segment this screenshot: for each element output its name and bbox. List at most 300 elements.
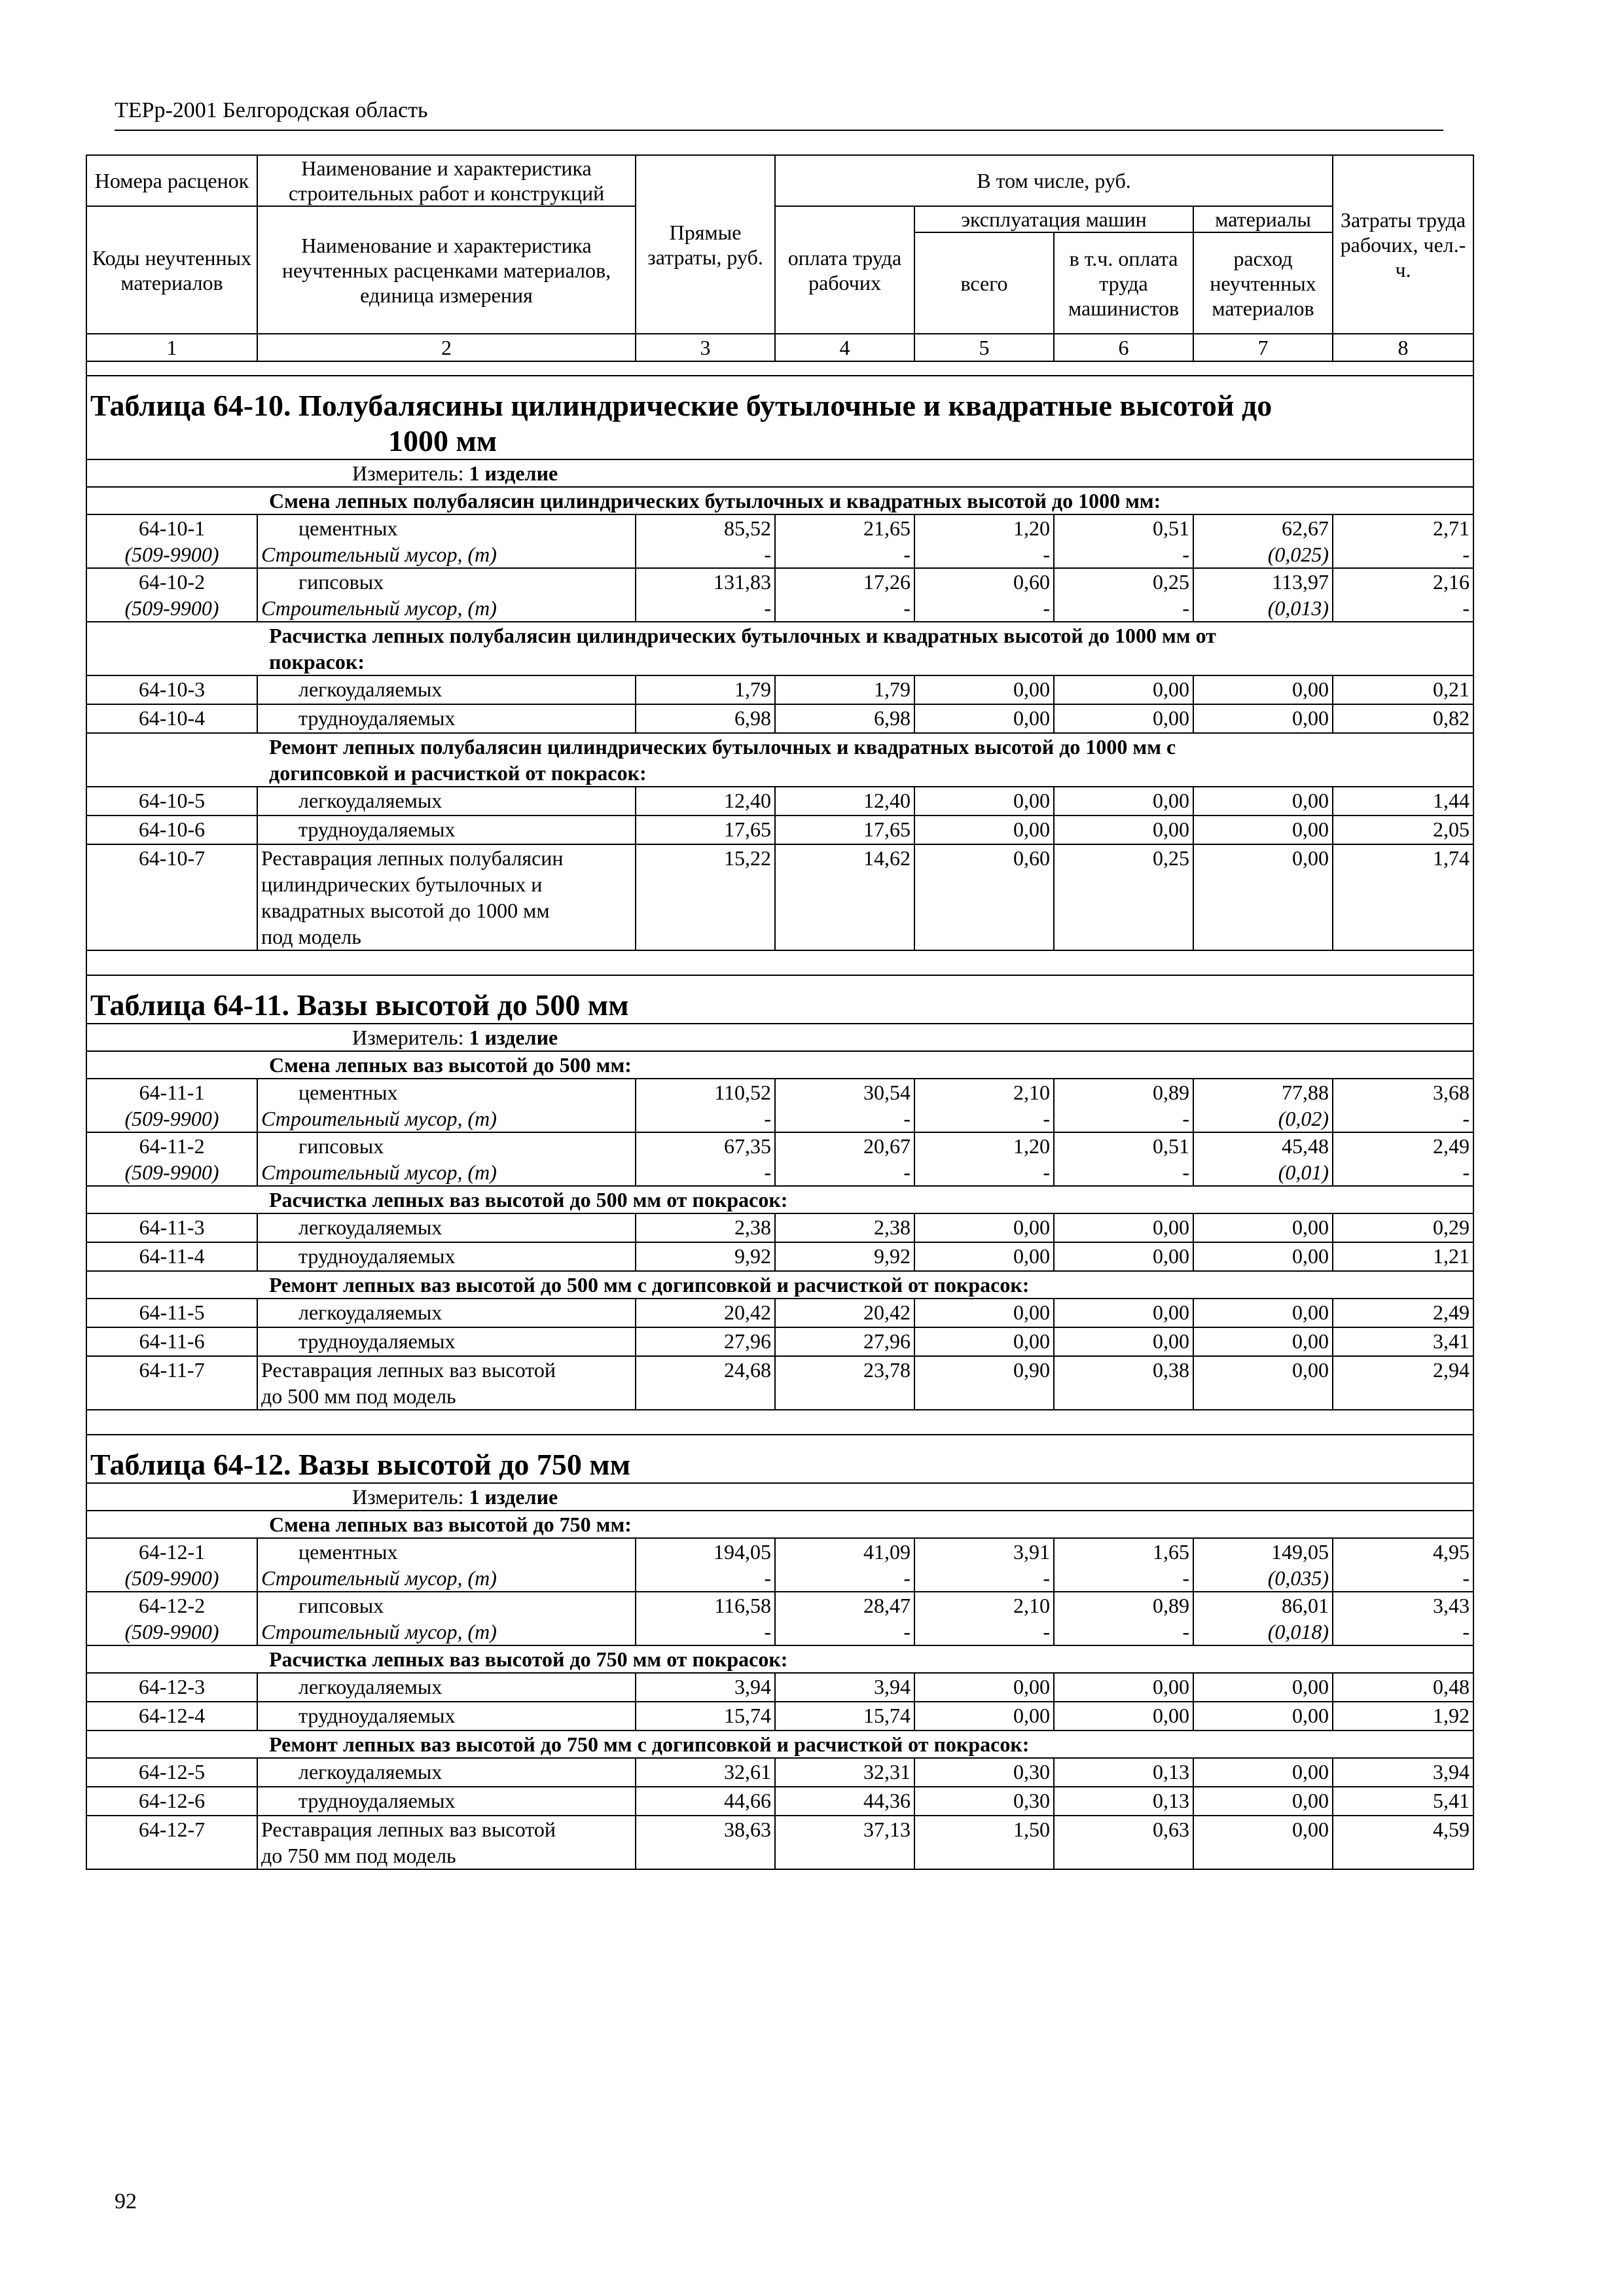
row-value: 3,41 [1433,1329,1470,1353]
row-name-cell [257,1299,636,1327]
group-heading [86,1186,1473,1213]
price-row [86,1213,1473,1242]
row-value: 17,65 [724,817,771,841]
material-value: (0,025) [1267,543,1329,566]
row-name: цементных [298,516,398,540]
row-code: 64-12-7 [138,1818,206,1841]
group-heading-line: Ремонт лепных полубалясин цилиндрических бутылочных и квадратных высотой до 1000 мм с [269,735,1176,759]
row-name-cell [257,1213,636,1242]
value-cell [775,704,914,733]
value-cell [914,844,1054,950]
row-code: 64-11-1 [139,1081,205,1104]
material-value: - [1462,543,1470,566]
value-cell [775,675,914,704]
value-cell [1333,675,1473,704]
spacer-cell [86,1410,1473,1435]
material-code: (509-9900) [124,1566,219,1590]
row-name-cell [257,787,636,816]
value-cell [1054,1538,1193,1592]
value-cell [1193,1538,1333,1592]
row-value: 0,82 [1433,706,1470,730]
section-title-row [86,1435,1473,1483]
group-heading-line: Расчистка лепных полубалясин цилиндрических бутылочных и квадратных высотой до 1000 мм от [269,624,1216,647]
value-cell [775,816,914,844]
section-title-line: Таблица 64-12. Вазы высотой до 750 мм [90,1448,631,1481]
group-heading-line: покрасок: [269,650,365,673]
row-value: 0,00 [1292,1244,1329,1268]
row-value: 77,88 [1282,1081,1329,1104]
row-name: трудноудаляемых [298,1329,456,1353]
value-cell [1193,675,1333,704]
group-heading [86,1731,1473,1758]
row-value: 20,42 [724,1300,771,1324]
row-code: 64-11-4 [139,1244,205,1268]
value-cell [1193,1213,1333,1242]
value-cell [1333,1356,1473,1410]
price-row [86,1787,1473,1816]
value-cell [914,1242,1054,1271]
col2-bottom-header: Наименование и характеристика неучтенных расценками материалов, единица измерения [257,206,636,334]
value-cell [1333,1079,1473,1132]
value-cell [775,1758,914,1787]
row-value: 3,94 [1433,1760,1470,1784]
group-heading [86,733,1473,787]
price-table [86,154,1474,1870]
price-row [86,1132,1473,1186]
row-value: 17,26 [863,570,911,594]
row-value: 0,00 [1153,1215,1189,1239]
value-cell [775,1242,914,1271]
value-cell [775,1079,914,1132]
machines-header: эксплуатация машин [914,206,1193,232]
row-name-cell [257,675,636,704]
row-value: 0,21 [1433,677,1470,701]
materials-header: материалы [1193,206,1333,232]
value-cell [1333,1787,1473,1816]
value-cell [1054,1132,1193,1186]
col7-header: расход неучтенных материалов [1193,232,1333,334]
row-code-cell [86,1327,257,1356]
col-number: 4 [775,334,914,361]
row-value: 1,20 [1013,1134,1050,1158]
row-value: 0,00 [1013,677,1050,701]
material-value: - [764,1620,771,1643]
value-cell [775,787,914,816]
row-value: 0,00 [1013,1675,1050,1698]
row-value: 0,00 [1013,1244,1050,1268]
material-name: Строительный мусор, (т) [261,1107,497,1130]
row-value: 0,25 [1153,846,1189,870]
material-value: - [1182,596,1189,620]
price-row [86,1538,1473,1592]
row-value: 0,89 [1153,1594,1189,1617]
row-code: 64-12-2 [138,1594,206,1617]
value-cell [914,1758,1054,1787]
row-code: 64-10-4 [138,706,206,730]
section-title [90,388,1470,459]
material-value: - [1182,1620,1189,1643]
row-value: 15,74 [863,1704,911,1727]
row-name-cell [257,704,636,733]
row-code: 64-10-6 [138,817,206,841]
row-value: 0,00 [1153,1244,1189,1268]
measure-value: 1 изделие [469,461,558,485]
value-cell [1054,787,1193,816]
row-value: 0,00 [1292,1818,1329,1841]
row-value: 28,47 [863,1594,911,1617]
price-row [86,704,1473,733]
group-heading-row [86,622,1473,675]
value-cell [636,675,775,704]
value-cell [1333,1702,1473,1731]
row-name: легкоудаляемых [298,789,442,812]
row-value: 0,00 [1292,1300,1329,1324]
group-heading-row [86,1186,1473,1213]
row-value: 1,20 [1013,516,1050,540]
row-value: 0,00 [1013,1329,1050,1353]
value-cell [775,1673,914,1702]
row-value: 0,00 [1292,1329,1329,1353]
section-title-cell [86,1435,1473,1483]
price-row [86,1592,1473,1645]
value-cell [636,1816,775,1869]
value-cell [1054,1787,1193,1816]
value-cell [1054,568,1193,622]
group-heading-line: Смена лепных ваз высотой до 750 мм: [269,1513,632,1536]
row-code-cell [86,1538,257,1592]
value-cell [636,1213,775,1242]
value-cell [1193,1079,1333,1132]
material-value: - [903,543,911,566]
row-name-cell [257,1327,636,1356]
row-name-line: Реставрация лепных ваз высотой [261,1818,556,1841]
row-value: 0,00 [1153,1704,1189,1727]
group-heading-line: Смена лепных ваз высотой до 500 мм: [269,1053,632,1077]
value-cell [775,1356,914,1410]
col-number: 7 [1193,334,1333,361]
row-value: 0,00 [1153,1675,1189,1698]
material-value: (0,01) [1278,1160,1329,1184]
material-value: - [903,1566,911,1590]
row-code-cell [86,844,257,950]
value-cell [636,787,775,816]
value-cell [1054,675,1193,704]
row-value: 27,96 [863,1329,911,1353]
row-name: легкоудаляемых [298,1760,442,1784]
row-value: 6,98 [734,706,771,730]
row-code: 64-10-5 [138,789,206,812]
material-value: - [1182,543,1189,566]
material-value: - [1182,1566,1189,1590]
row-code-cell [86,1816,257,1869]
group-heading-line: Расчистка лепных ваз высотой до 750 мм от покрасок: [269,1647,788,1671]
table-body [86,155,1473,1869]
material-value: - [1043,1160,1050,1184]
value-cell [1193,1816,1333,1869]
material-value: - [1043,1107,1050,1130]
page-number: 92 [115,2189,137,2214]
value-cell [636,1758,775,1787]
row-value: 0,90 [1013,1358,1050,1382]
value-cell [1333,1592,1473,1645]
row-value: 85,52 [724,516,771,540]
section-title-line: 1000 мм [388,424,497,457]
material-code: (509-9900) [124,1620,219,1643]
value-cell [1054,514,1193,568]
row-code-cell [86,675,257,704]
value-cell [636,1538,775,1592]
measure-cell [86,459,1473,487]
material-value: - [1462,1160,1470,1184]
row-value: 0,51 [1153,1134,1189,1158]
value-cell [1333,1299,1473,1327]
group-heading [86,1271,1473,1299]
value-cell [1054,1702,1193,1731]
section-spacer [86,361,1473,376]
value-cell [1054,1592,1193,1645]
material-value: - [1182,1107,1189,1130]
value-cell [1333,816,1473,844]
group-heading [86,622,1473,675]
value-cell [914,1816,1054,1869]
price-row [86,1327,1473,1356]
material-name: Строительный мусор, (т) [261,1566,497,1590]
value-cell [775,1538,914,1592]
row-code-cell [86,816,257,844]
row-value: 0,00 [1292,789,1329,812]
row-name-line: до 500 мм под модель [261,1384,456,1408]
row-value: 17,65 [863,817,911,841]
row-value: 0,13 [1153,1789,1189,1812]
group-heading-row [86,733,1473,787]
row-value: 0,48 [1433,1675,1470,1698]
row-name-cell [257,1242,636,1271]
row-value: 110,52 [714,1081,771,1104]
value-cell [775,568,914,622]
value-cell [1193,1132,1333,1186]
col1-top-header: Номера расценок [86,155,257,206]
material-value: - [1462,1566,1470,1590]
row-value: 2,16 [1433,570,1470,594]
value-cell [775,514,914,568]
value-cell [1333,787,1473,816]
row-value: 3,94 [734,1675,771,1698]
material-value: (0,02) [1278,1107,1329,1130]
row-code-cell [86,1787,257,1816]
price-row [86,514,1473,568]
row-value: 37,13 [863,1818,911,1841]
spacer-cell [86,361,1473,376]
row-code-cell [86,1356,257,1410]
price-row [86,816,1473,844]
value-cell [1193,704,1333,733]
row-value: 0,00 [1013,706,1050,730]
row-value: 0,00 [1292,1358,1329,1382]
row-value: 0,00 [1153,706,1189,730]
measure-row [86,1024,1473,1051]
value-cell [1054,1758,1193,1787]
value-cell [775,1327,914,1356]
row-code: 64-10-7 [138,846,206,870]
value-cell [775,844,914,950]
section-title-line: Таблица 64-10. Полубалясины цилиндрические бутылочные и квадратные высотой до [90,389,1272,422]
row-code-cell [86,1673,257,1702]
group-heading [86,487,1473,514]
row-value: 0,00 [1292,846,1329,870]
value-cell [1054,704,1193,733]
row-value: 0,00 [1153,817,1189,841]
row-name-line: Реставрация лепных полубалясин [261,846,564,870]
row-name: гипсовых [298,1594,384,1617]
value-cell [1333,1816,1473,1869]
row-value: 0,00 [1153,1300,1189,1324]
row-name-cell [257,1758,636,1787]
row-value: 0,30 [1013,1789,1050,1812]
row-value: 149,05 [1271,1540,1329,1564]
material-value: - [1462,596,1470,620]
header-rule [115,130,1443,131]
value-cell [914,568,1054,622]
section-title-line: Таблица 64-11. Вазы высотой до 500 мм [90,988,629,1022]
row-value: 3,94 [874,1675,911,1698]
row-name: трудноудаляемых [298,1244,456,1268]
row-value: 2,10 [1013,1594,1050,1617]
row-value: 32,31 [863,1760,911,1784]
row-name: трудноудаляемых [298,1704,456,1727]
group-heading-line: Ремонт лепных ваз высотой до 750 мм с догипсовкой и расчисткой от покрасок: [269,1732,1030,1756]
row-name-cell [257,1702,636,1731]
price-row [86,1702,1473,1731]
row-name: легкоудаляемых [298,1300,442,1324]
row-code-cell [86,787,257,816]
row-name: гипсовых [298,1134,384,1158]
value-cell [1054,844,1193,950]
row-value: 4,95 [1433,1540,1470,1564]
row-code: 64-12-1 [138,1540,206,1564]
row-value: 23,78 [863,1358,911,1382]
value-cell [775,1816,914,1869]
col-number: 3 [636,334,775,361]
row-value: 3,43 [1433,1594,1470,1617]
value-cell [1333,514,1473,568]
measure-label: Измеритель: [352,1485,464,1509]
group-heading [86,1645,1473,1673]
row-value: 86,01 [1282,1594,1329,1617]
price-row [86,568,1473,622]
row-value: 30,54 [863,1081,911,1104]
value-cell [1193,816,1333,844]
material-value: - [903,596,911,620]
value-cell [1333,1327,1473,1356]
row-name: трудноудаляемых [298,1789,456,1812]
group-heading [86,1511,1473,1538]
row-value: 0,29 [1433,1215,1470,1239]
row-value: 0,00 [1013,1215,1050,1239]
row-value: 1,74 [1433,846,1470,870]
price-row [86,1299,1473,1327]
row-value: 2,05 [1433,817,1470,841]
row-name-cell [257,1079,636,1132]
row-code-cell [86,1592,257,1645]
row-value: 0,63 [1153,1818,1189,1841]
row-value: 44,66 [724,1789,771,1812]
material-value: - [903,1160,911,1184]
material-value: - [764,543,771,566]
value-cell [636,1299,775,1327]
section-title-row [86,376,1473,459]
row-value: 44,36 [863,1789,911,1812]
row-value: 0,60 [1013,570,1050,594]
row-code: 64-12-3 [138,1675,206,1698]
value-cell [636,704,775,733]
col-number: 6 [1054,334,1193,361]
value-cell [1333,568,1473,622]
price-row-restoration [86,1816,1473,1869]
value-cell [1193,787,1333,816]
col-number: 1 [86,334,257,361]
row-value: 0,38 [1153,1358,1189,1382]
group-heading-line: Смена лепных полубалясин цилиндрических бутылочных и квадратных высотой до 1000 мм: [269,489,1161,512]
measure-label: Измеритель: [352,1026,464,1049]
row-name-line: до 750 мм под модель [261,1844,456,1867]
col8-header: Затраты труда рабочих, чел.-ч. [1333,155,1473,334]
value-cell [775,1299,914,1327]
row-value: 21,65 [863,516,911,540]
row-value: 32,61 [724,1760,771,1784]
row-value: 1,50 [1013,1818,1050,1841]
row-code-cell [86,1242,257,1271]
value-cell [636,1356,775,1410]
row-value: 0,00 [1292,706,1329,730]
row-code-cell [86,568,257,622]
material-value: - [764,1566,771,1590]
value-cell [1193,844,1333,950]
value-cell [914,1592,1054,1645]
row-name-cell [257,1592,636,1645]
material-value: - [1043,596,1050,620]
material-name: Строительный мусор, (т) [261,1620,497,1643]
spacer-cell [86,950,1473,975]
row-value: 3,68 [1433,1081,1470,1104]
row-value: 1,79 [734,677,771,701]
value-cell [1193,1242,1333,1271]
value-cell [636,568,775,622]
group-heading-row [86,1511,1473,1538]
value-cell [1054,1242,1193,1271]
row-value: 1,65 [1153,1540,1189,1564]
row-name-cell [257,1673,636,1702]
material-value: - [1043,543,1050,566]
group-heading-line: Ремонт лепных ваз высотой до 500 мм с догипсовкой и расчисткой от покрасок: [269,1273,1030,1297]
material-value: (0,018) [1267,1620,1329,1643]
group-header: В том числе, руб. [775,155,1333,206]
row-value: 3,91 [1013,1540,1050,1564]
row-value: 1,21 [1433,1244,1470,1268]
col4-header: оплата труда рабочих [775,206,914,334]
row-value: 0,00 [1292,1789,1329,1812]
row-name-line: цилиндрических бутылочных и [261,872,543,896]
row-code: 64-11-6 [139,1329,205,1353]
row-name-cell [257,1356,636,1410]
row-value: 62,67 [1282,516,1329,540]
material-name: Строительный мусор, (т) [261,596,497,620]
value-cell [636,1327,775,1356]
row-code-cell [86,704,257,733]
row-code-cell [86,1132,257,1186]
value-cell [1333,1132,1473,1186]
group-heading-row [86,1731,1473,1758]
material-value: - [903,1620,911,1643]
